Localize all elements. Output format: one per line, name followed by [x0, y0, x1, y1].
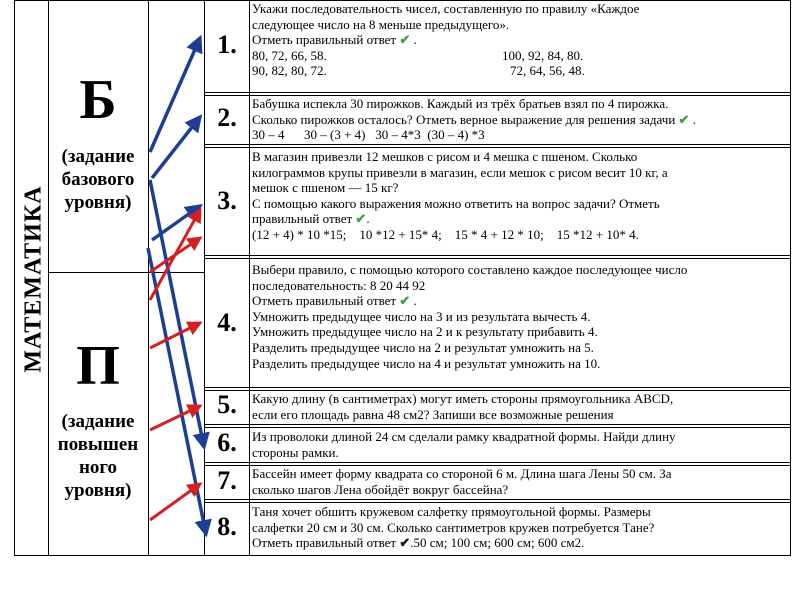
- task-1-text: Укажи последовательность чисел, составленную по правилу «Каждое следующее число на 8 меньше предыдущего». Отметь правильный ответ ✔ . 80, 72, 66, 58. 100, 92, 84, 80. 90, 82, 80, 72. 72, 64, 56, 48.: [252, 1, 640, 79]
- check-mark-icon: ✔: [399, 293, 411, 309]
- task-4-text: Выбери правило, с помощью которого составлено каждое последующее число последовательность: 8 20 44 92 Отметь правильный ответ ✔ . Умножить предыдущее число на 3 и из результата вычесть 4. Умножить предыдущее число на 2 и к результату прибавить 4. Разделить предыдущее число на 2 и результат умножить на 5. Разделить предыдущее число на 4 и результат умножить на 10.: [252, 262, 688, 371]
- task-number-7: 7.: [217, 466, 237, 495]
- check-mark-icon: ✔: [678, 111, 690, 127]
- task-6-text: Из проволоки длиной 24 см сделали рамку квадратной формы. Найди длину стороны рамки.: [252, 429, 676, 460]
- subject-text: МАТЕМАТИКА: [20, 185, 47, 373]
- task-5-text: Какую длину (в сантиметрах) могут иметь стороны прямоугольника ABCD, если его площадь равна 48 см2? Запиши все возможные решения: [252, 391, 674, 422]
- level-advanced-label: (задание повышен ного уровня): [57, 411, 139, 501]
- level-basic-label: (задание базового уровня): [61, 146, 135, 213]
- task-8-text: Таня хочет обшить кружевом салфетку прямоугольной формы. Размеры салфетки 20 см и 30 см. Сколько сантиметров кружев потребуется Тане? Отметь правильный ответ ✔.50 см; 100 см; 600 см; 600 см2.: [252, 504, 655, 551]
- task-2-text: Бабушка испекла 30 пирожков. Каждый из трёх братьев взял по 4 пирожка. Сколько пирожков осталось? Отметь верное выражение для решения задачи ✔ . 30 – 4 30 – (3 + 4) 30 – 4*3 (30 – 4) *3: [252, 96, 696, 143]
- task-number-2: 2.: [217, 103, 237, 132]
- arrow-icon: [152, 117, 200, 178]
- task-number-6: 6.: [217, 428, 237, 457]
- task-3-text: В магазин привезли 12 мешков с рисом и 4 мешка с пшеном. Сколько килограммов крупы привезли в магазин, если мешок с рисом весит 10 кг, а мешок с пшеном — 15 кг? С помощью какого выражения можно ответить на вопрос задачи? Отметь правильный ответ ✔. (12 + 4) * 10 *15; 10 *12 + 15* 4; 15 * 4 + 12 * 10; 15 *12 + 10* 4.: [252, 149, 668, 242]
- arrow-icon: [150, 406, 200, 430]
- task-number-1: 1.: [217, 30, 237, 59]
- level-advanced-letter: П: [76, 335, 120, 397]
- arrow-icon: [150, 323, 200, 348]
- arrow-icon: [150, 38, 200, 152]
- task-number-4: 4.: [217, 308, 237, 337]
- task-number-8: 8.: [217, 512, 237, 541]
- task-number-3: 3.: [217, 186, 237, 215]
- arrow-icon: [150, 484, 200, 520]
- check-mark-icon: ✔: [399, 535, 411, 551]
- task-7-text: Бассейн имеет форму квадрата со стороной 6 м. Длина шага Лены 50 см. За сколько шагов Лена обойдёт вокруг бассейна?: [252, 466, 672, 497]
- level-basic-letter: Б: [79, 69, 117, 131]
- task-number-5: 5.: [217, 390, 237, 419]
- check-mark-icon: ✔: [355, 211, 367, 227]
- arrow-icon: [150, 238, 200, 272]
- check-mark-icon: ✔: [399, 32, 411, 48]
